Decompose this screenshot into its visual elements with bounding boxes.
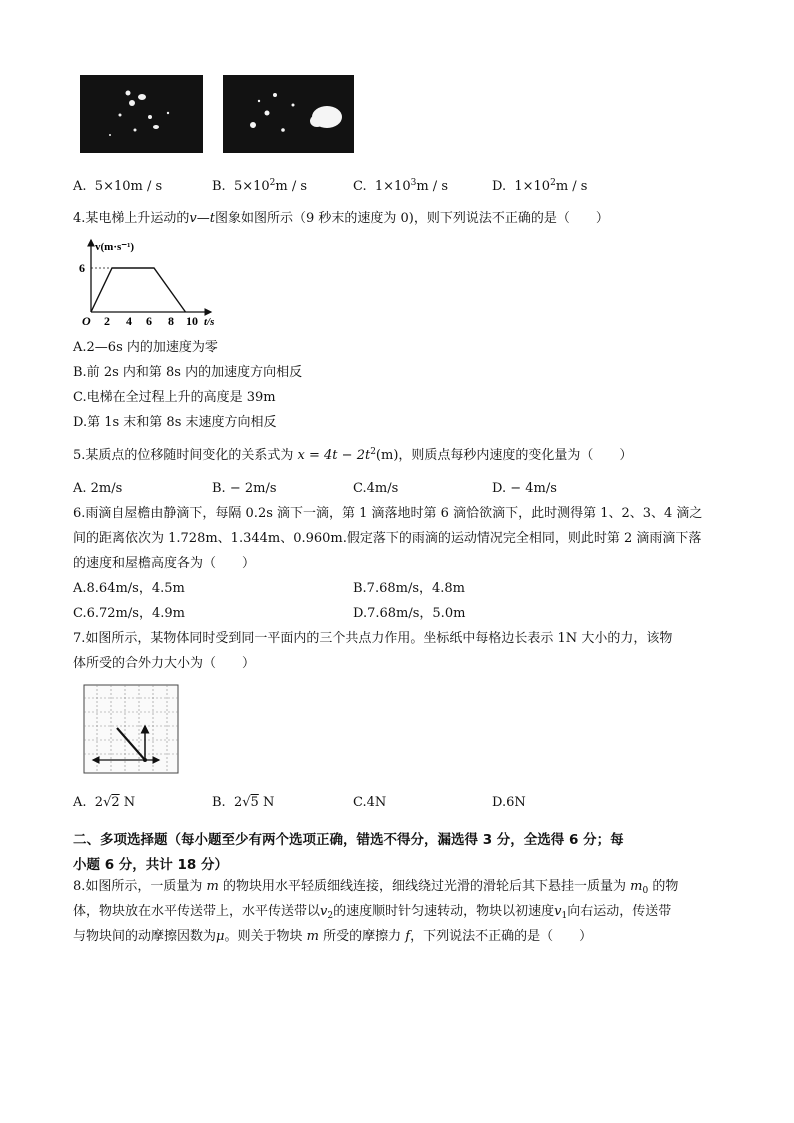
q3-option-d: D. $1\times 10^2m / s$ <box>492 178 588 194</box>
q4-stem: 4.某电梯上升运动的v—t图象如图所示（9 秒末的速度为 0)，则下列说法不正确的是（ ） <box>73 211 609 226</box>
q7-option-d: D.6N <box>492 795 526 810</box>
photo-left <box>80 75 203 153</box>
q7-stem-line1: 7.如图所示，某物体同时受到同一平面内的三个共点力作用。坐标纸中每格边长表示 1N 大小的力，该物 <box>73 631 673 646</box>
q4-option-c: C.电梯在全过程上升的高度是 39m <box>73 390 276 405</box>
q6-option-b: B.7.68m/s，4.8m <box>353 581 466 596</box>
q4-graph-y-label: v(m·s⁻¹) <box>95 241 135 253</box>
q4-option-b: B.前 2s 内和第 8s 内的加速度方向相反 <box>73 365 303 380</box>
q6-stem-line3: 的速度和屋檐高度各为（ ） <box>73 556 256 571</box>
q5-option-a: A. 2m/s <box>73 481 123 496</box>
q4-graph-x-tick-2: 2 <box>104 314 110 328</box>
q6-stem-line2: 间的距离依次为 1.728m、1.344m、0.960m.假定落下的雨滴的运动情况完全相同，则此时第 2 滴雨滴下落 <box>73 531 702 546</box>
section2-heading-line2: 小题 6 分，共计 18 分） <box>73 857 228 873</box>
q5-option-c: C.4m/s <box>353 481 399 496</box>
q7-option-a: A. 2√2 N <box>73 795 136 810</box>
q4-graph-velocity-line <box>91 268 186 312</box>
q6-option-d: D.7.68m/s，5.0m <box>353 606 466 621</box>
q3-option-b: B. $5\times 10^2m / s$ <box>212 178 308 194</box>
sqrt-symbol: √ <box>242 795 251 810</box>
sqrt-symbol: √ <box>103 795 112 810</box>
q7-force-grid <box>83 684 179 774</box>
q4-graph-x-tick-4: 4 <box>126 314 132 328</box>
q4-graph-origin: O <box>82 314 91 328</box>
section2-heading-line1: 二、多项选择题（每小题至少有两个选项正确，错选不得分，漏选得 3 分，全选得 6 分；每 <box>73 832 624 848</box>
q7-option-b: B. 2√5 N <box>212 795 275 810</box>
q6-option-a: A.8.64m/s，4.5m <box>73 581 185 596</box>
q6-option-c: C.6.72m/s，4.9m <box>73 606 185 621</box>
photo-right-image <box>223 75 354 153</box>
photo-left-image <box>80 75 203 153</box>
q7-option-c: C.4N <box>353 795 387 810</box>
q4-graph-x-label: t/s <box>204 316 215 328</box>
q4-graph-x-tick-6: 6 <box>146 314 152 328</box>
q6-stem-line1: 6.雨滴自屋檐由静滴下，每隔 0.2s 滴下一滴，第 1 滴落地时第 6 滴恰欲滴下，此时测得第 1、2、3、4 滴之 <box>73 506 703 521</box>
q8-stem-line1: 8.如图所示，一质量为 m 的物块用水平轻质细线连接，细线绕过光滑的滑轮后其下悬挂一质量为 $m_0$ 的物 <box>73 879 679 896</box>
q3-option-c: C. $1\times 10^3m / s$ <box>353 178 448 194</box>
q4-graph-x-tick-8: 8 <box>168 314 174 328</box>
q5-stem: 5.某质点的位移随时间变化的关系式为 $x = 4t - 2t^2(m)$，则质点每秒内速度的变化量为（ ） <box>73 447 633 463</box>
q8-stem-line2: 体，物块放在水平传送带上，水平传送带以$v_2$的速度顺时针匀速转动，物块以初速度$v_1$向右运动，传送带 <box>73 904 672 921</box>
photo-right <box>223 75 354 153</box>
q5-formula: x = 4t − 2t <box>297 448 371 463</box>
q5-option-d: D. − 4m/s <box>492 481 557 496</box>
q4-vt-graph <box>76 236 228 330</box>
q5-option-b: B. − 2m/s <box>212 481 277 496</box>
q4-graph-y-tick: 6 <box>79 261 85 275</box>
q3-option-a: A. 5×10m / s <box>73 179 163 194</box>
q8-stem-line3: 与物块间的动摩擦因数为μ。则关于物块 m 所受的摩擦力 f，下列说法不正确的是（ ） <box>73 929 593 944</box>
q7-stem-line2: 体所受的合外力大小为（ ） <box>73 656 256 671</box>
q4-option-a: A.2—6s 内的加速度为零 <box>73 340 218 355</box>
q4-option-d: D.第 1s 末和第 8s 末速度方向相反 <box>73 415 277 430</box>
q4-graph-x-tick-10: 10 <box>186 314 198 328</box>
